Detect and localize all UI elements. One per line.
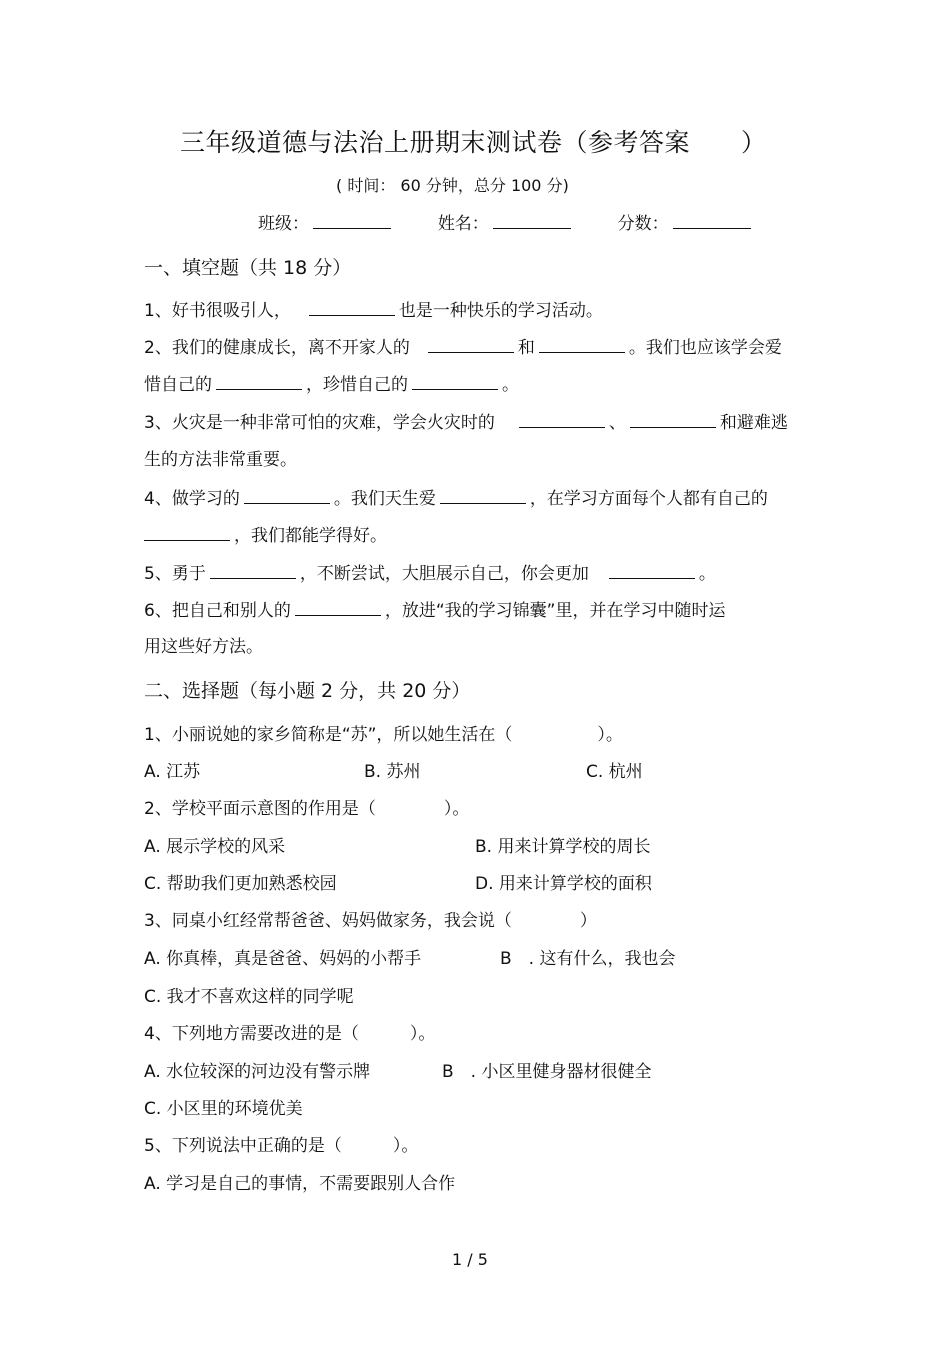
q4-blank-1[interactable] bbox=[244, 487, 330, 504]
choice-q4-option-b[interactable]: B . 小区里健身器材很健全 bbox=[442, 1062, 652, 1082]
q2-text-c: 。我们也应该学会爱 bbox=[628, 338, 782, 358]
q4-text-c: ，在学习方面每个人都有自己的 bbox=[529, 489, 768, 509]
q4-text-d: ，我们都能学得好。 bbox=[234, 526, 387, 546]
q4-text-b: 。我们天生爱 bbox=[333, 489, 436, 509]
q1-blank-1[interactable] bbox=[309, 299, 395, 316]
choice-q1-option-b[interactable]: B. 苏州 bbox=[364, 762, 421, 782]
q2-text-f: 。 bbox=[502, 375, 519, 395]
q1-text-a: 1、好书很吸引人， bbox=[144, 301, 291, 321]
q2-blank-2[interactable] bbox=[539, 336, 625, 353]
choice-q5-option-a[interactable]: A. 学习是自己的事情，不需要跟别人合作 bbox=[144, 1174, 456, 1194]
choice-q3-option-b[interactable]: B . 这有什么，我也会 bbox=[500, 949, 676, 969]
choice-q5-stem: 5、下列说法中正确的是（ ）。 bbox=[144, 1136, 419, 1156]
name-field[interactable] bbox=[493, 212, 571, 229]
choice-q2-option-c[interactable]: C. 帮助我们更加熟悉校园 bbox=[144, 874, 337, 894]
q5-text-b: ，不断尝试，大胆展示自己，你会更加 bbox=[299, 564, 589, 584]
fill-question-5 bbox=[144, 562, 716, 585]
choice-q1-option-c[interactable]: C. 杭州 bbox=[586, 762, 643, 782]
q6-text-b: ，放进“我的学习锦囊”里，并在学习中随时运 bbox=[384, 601, 726, 621]
choice-q3-option-a[interactable]: A. 你真棒，真是爸爸、妈妈的小帮手 bbox=[144, 949, 422, 969]
q3-text-a: 3、火灾是一种非常可怕的灾难，学会火灾时的 bbox=[144, 413, 495, 433]
fill-question-4 bbox=[144, 487, 768, 510]
choice-q4-stem: 4、下列地方需要改进的是（ ）。 bbox=[144, 1024, 436, 1044]
q3-blank-2[interactable] bbox=[630, 411, 716, 428]
choice-q3-option-c[interactable]: C. 我才不喜欢这样的同学呢 bbox=[144, 987, 354, 1007]
q6-text-a: 6、把自己和别人的 bbox=[144, 601, 291, 621]
section2-heading: 二、选择题（每小题 2 分，共 20 分） bbox=[144, 680, 471, 702]
q2-text-e: ，珍惜自己的 bbox=[306, 375, 408, 395]
q4-text-a: 4、做学习的 bbox=[144, 489, 240, 509]
q3-text-b: 、 bbox=[608, 413, 626, 433]
choice-q2-option-d[interactable]: D. 用来计算学校的面积 bbox=[475, 874, 652, 894]
q5-text-c: 。 bbox=[698, 564, 716, 584]
q4-blank-3[interactable] bbox=[144, 524, 230, 541]
student-info-row bbox=[258, 212, 755, 235]
q5-text-a: 5、勇于 bbox=[144, 564, 206, 584]
q3-line-2: 生的方法非常重要。 bbox=[144, 450, 297, 470]
choice-q2-stem: 2、学校平面示意图的作用是（ ）。 bbox=[144, 799, 470, 819]
page-title: 三年级道德与法治上册期末测试卷（参考答案 ） bbox=[180, 128, 767, 157]
fill-question-2-cont bbox=[144, 373, 519, 396]
name-label: 姓名： bbox=[437, 214, 489, 234]
choice-q2-option-a[interactable]: A. 展示学校的风采 bbox=[144, 837, 286, 857]
page-number: 1 / 5 bbox=[452, 1250, 488, 1269]
choice-q4-option-a[interactable]: A. 水位较深的河边没有警示牌 bbox=[144, 1062, 371, 1082]
q2-text-a: 2、我们的健康成长，离不开家人的 bbox=[144, 338, 410, 358]
fill-question-2 bbox=[144, 336, 782, 359]
fill-question-6 bbox=[144, 599, 725, 622]
q2-blank-4[interactable] bbox=[412, 373, 498, 390]
exam-subtitle: ( 时间： 60 分钟，总分 100 分) bbox=[336, 176, 569, 195]
choice-q3-stem: 3、同桌小红经常帮爸爸、妈妈做家务，我会说（ ） bbox=[144, 911, 597, 931]
fill-question-3 bbox=[144, 411, 788, 434]
q2-text-d: 惜自己的 bbox=[144, 375, 212, 395]
score-label: 分数： bbox=[617, 214, 669, 234]
class-field[interactable] bbox=[313, 212, 391, 229]
score-field[interactable] bbox=[673, 212, 751, 229]
section1-heading: 一、填空题（共 18 分） bbox=[144, 257, 352, 279]
q3-text-c: 和避难逃 bbox=[719, 413, 788, 433]
q4-blank-2[interactable] bbox=[440, 487, 526, 504]
q5-blank-1[interactable] bbox=[210, 562, 296, 579]
q2-blank-1[interactable] bbox=[428, 336, 514, 353]
q6-line-2: 用这些好方法。 bbox=[144, 637, 263, 657]
q1-text-b: 也是一种快乐的学习活动。 bbox=[398, 301, 603, 321]
class-label: 班级： bbox=[258, 214, 309, 234]
q6-blank-1[interactable] bbox=[295, 599, 381, 616]
choice-q1-option-a[interactable]: A. 江苏 bbox=[144, 762, 201, 782]
q3-blank-1[interactable] bbox=[519, 411, 605, 428]
choice-q4-option-c[interactable]: C. 小区里的环境优美 bbox=[144, 1099, 303, 1119]
q2-text-b: 和 bbox=[517, 338, 535, 358]
choice-q2-option-b[interactable]: B. 用来计算学校的周长 bbox=[475, 837, 651, 857]
q2-blank-3[interactable] bbox=[216, 373, 302, 390]
q5-blank-2[interactable] bbox=[609, 562, 695, 579]
fill-question-1 bbox=[144, 299, 603, 322]
choice-q1-stem: 1、小丽说她的家乡简称是“苏”，所以她生活在（ ）。 bbox=[144, 725, 623, 745]
fill-question-4-cont bbox=[140, 524, 387, 547]
